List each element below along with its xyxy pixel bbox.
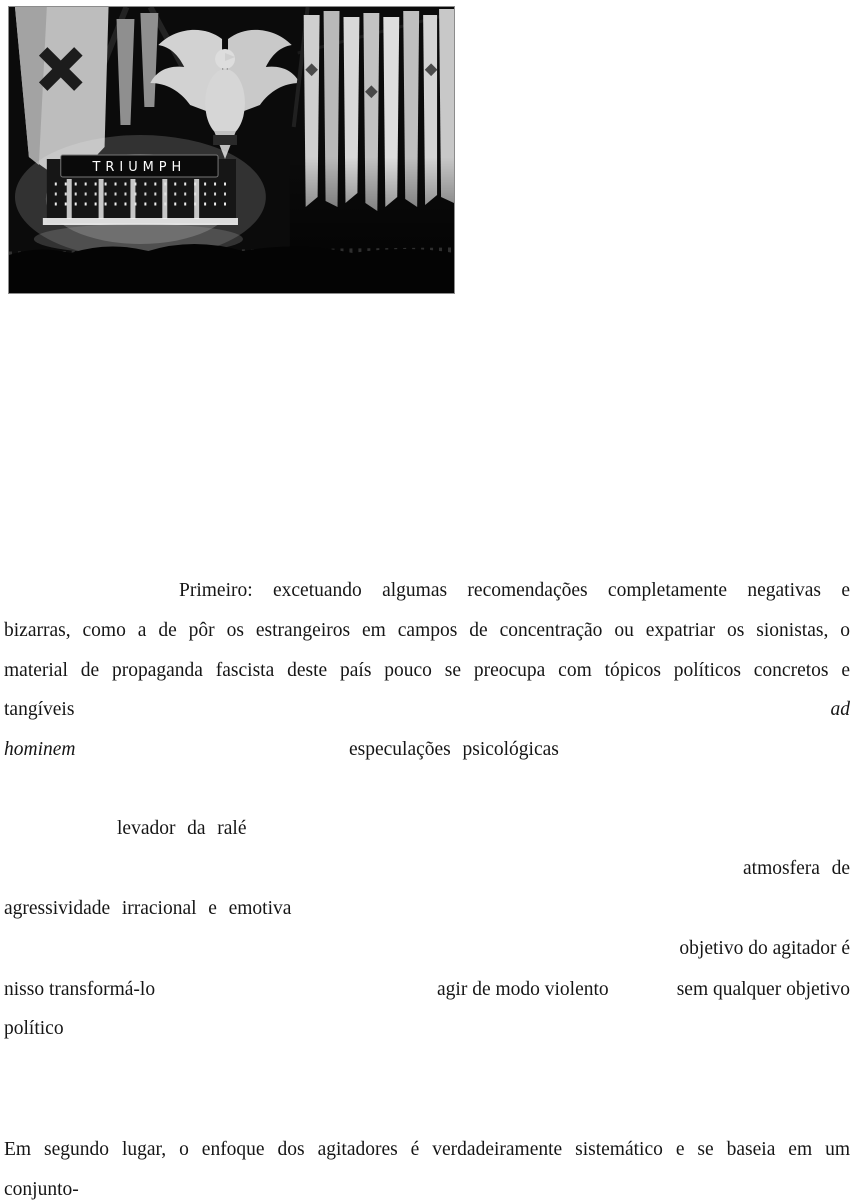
paragraph-one-line-1: Primeiro: excetuando algumas recomendações completamente negativas e (179, 580, 850, 601)
fragment-hominem: hominem (4, 739, 76, 760)
fragment-levador-da-rale: levador da ralé (117, 818, 247, 839)
fragment-politico: político (4, 1018, 64, 1039)
fragment-agressividade: agressividade irracional e emotiva (4, 898, 292, 919)
fragment-especulacoes: especulações psicológicas (349, 739, 559, 760)
fragment-sem-qualquer-objetivo: sem qualquer objetivo (676, 979, 850, 1000)
paragraph-one-line-4 (4, 697, 850, 723)
paragraph-one-line-3: material de propaganda fascista deste país pouco se preocupa com tópicos políticos concretos e (4, 660, 850, 681)
paragraph-two-line-2: conjunto- (4, 1179, 79, 1200)
fragment-objetivo-do-agitador: objetivo do agitador é (679, 938, 850, 959)
fragment-nisso-transforma-lo: nisso transformá-lo (4, 979, 156, 1000)
fragment-atmosfera-de: atmosfera de (743, 858, 850, 879)
fragment-line-mixed (4, 977, 850, 1003)
fragment-agir-de-modo-violento: agir de modo violento (437, 979, 609, 1000)
fragment-ad: ad (830, 699, 850, 720)
paragraph-one-line-5 (4, 737, 850, 763)
fragment-tangiveis: tangíveis (4, 699, 75, 720)
body-text (4, 0, 850, 1199)
paragraph-two-line-1: Em segundo lugar, o enfoque dos agitadores é verdadeiramente sistemático e se baseia em um (4, 1139, 850, 1160)
marquee-text: TRIUMPH (92, 159, 187, 176)
paragraph-one-line-2: bizarras, como a de pôr os estrangeiros em campos de concentração ou expatriar os sionistas, o (4, 620, 850, 641)
